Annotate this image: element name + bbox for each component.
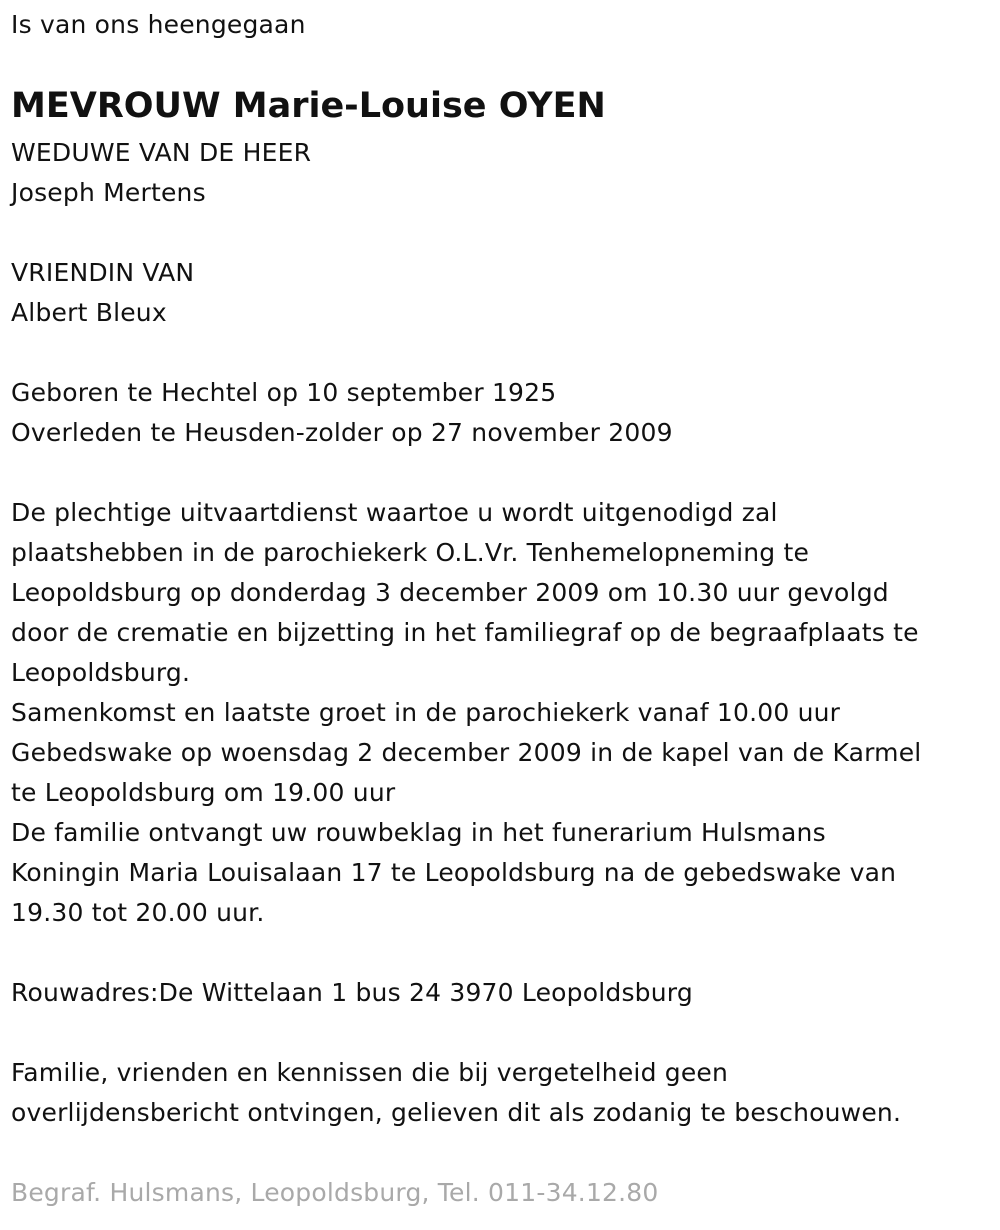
relation2-name: Albert Bleux: [11, 298, 167, 327]
deceased-name: MEVROUW Marie-Louise OYEN: [11, 86, 606, 126]
service-line: door de crematie en bijzetting in het familiegraf op de begraafplaats te: [11, 618, 919, 647]
service-line: Gebedswake op woensdag 2 december 2009 in de kapel van de Karmel: [11, 738, 922, 767]
mourning-address: Rouwadres:De Wittelaan 1 bus 24 3970 Leopoldsburg: [11, 978, 693, 1007]
service-line: te Leopoldsburg om 19.00 uur: [11, 778, 396, 807]
service-line: Samenkomst en laatste groet in de parochiekerk vanaf 10.00 uur: [11, 698, 841, 727]
service-line: De plechtige uitvaartdienst waartoe u wordt uitgenodigd zal: [11, 498, 778, 527]
service-line: De familie ontvangt uw rouwbeklag in het funerarium Hulsmans: [11, 818, 826, 847]
service-line: Leopoldsburg op donderdag 3 december 2009 om 10.30 uur gevolgd: [11, 578, 889, 607]
service-line: 19.30 tot 20.00 uur.: [11, 898, 265, 927]
notice-line: Familie, vrienden en kennissen die bij vergetelheid geen: [11, 1058, 729, 1087]
death-line: Overleden te Heusden-zolder op 27 november 2009: [11, 418, 673, 447]
funeral-home-footer: Begraf. Hulsmans, Leopoldsburg, Tel. 011-34.12.80: [11, 1178, 659, 1207]
relation1-name: Joseph Mertens: [11, 178, 206, 207]
intro-text: Is van ons heengegaan: [11, 10, 306, 39]
service-line: Koningin Maria Louisalaan 17 te Leopoldsburg na de gebedswake van: [11, 858, 897, 887]
relation1-label: WEDUWE VAN DE HEER: [11, 138, 312, 167]
service-line: Leopoldsburg.: [11, 658, 191, 687]
notice-line: overlijdensbericht ontvingen, gelieven dit als zodanig te beschouwen.: [11, 1098, 902, 1127]
relation2-label: VRIENDIN VAN: [11, 258, 195, 287]
birth-line: Geboren te Hechtel op 10 september 1925: [11, 378, 557, 407]
service-line: plaatshebben in de parochiekerk O.L.Vr. Tenhemelopneming te: [11, 538, 810, 567]
